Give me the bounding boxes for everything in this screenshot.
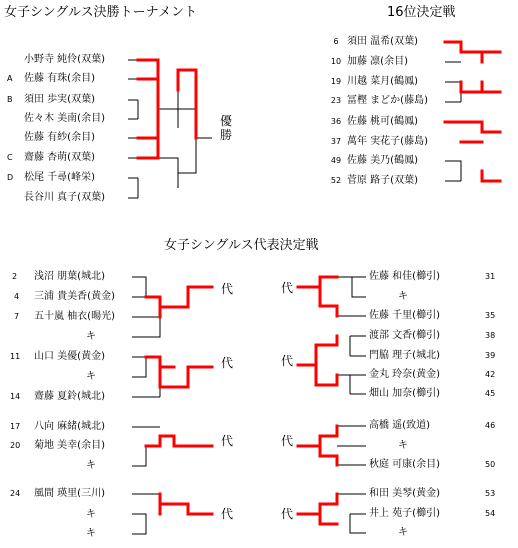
player-entry: 佐藤 桃可(鶴鳳) [347, 116, 418, 127]
player-entry: 菊地 美幸(余目) [34, 440, 105, 451]
player-entry: 加藤 凛(余目) [347, 56, 408, 67]
player-entry: 畑山 加奈(櫛引) [369, 388, 440, 399]
entry-number: 11 [10, 352, 21, 361]
entry-number: 38 [485, 331, 496, 340]
entry-number: 20 [10, 441, 21, 450]
entry-number: 14 [10, 392, 21, 401]
entry-number: 36 [330, 117, 342, 126]
entry-number: 19 [330, 77, 342, 86]
player-entry: 三浦 貴美香(黄金) [34, 291, 115, 302]
entry-number: 4 [14, 292, 20, 301]
seed-mark: A [7, 74, 13, 83]
red-lines [138, 42, 500, 524]
entry-number: 35 [485, 311, 496, 320]
bye-entry: キ [398, 440, 408, 451]
bye-entry: キ [398, 291, 408, 302]
player-entry: 須田 歩実(双葉) [24, 94, 95, 105]
entry-number: 46 [485, 421, 496, 430]
entry-number: 53 [485, 489, 496, 498]
black-lines [128, 57, 461, 534]
rep-label: 代 [281, 507, 294, 521]
rep-label: 代 [221, 434, 234, 448]
player-entry: 川越 菜月(鶴鳳) [347, 76, 418, 87]
player-entry: 風間 瑛里(三川) [34, 488, 105, 499]
player-entry: 金丸 玲奈(黄金) [369, 369, 440, 380]
player-entry: 小野寺 純伶(双葉) [24, 54, 105, 65]
entry-number: 54 [485, 509, 496, 518]
entry-number: 50 [485, 460, 496, 469]
entry-number: 6 [333, 37, 339, 46]
entry-number: 24 [10, 489, 21, 498]
player-entry: 菅原 路子(双葉) [347, 175, 418, 186]
player-entry: 山口 美優(黄金) [34, 351, 105, 362]
player-entry: 齋藤 夏鈴(城北) [34, 391, 105, 402]
entry-number: 37 [330, 137, 342, 146]
rep-title: 女子シングルス代表決定戦 [164, 238, 319, 253]
player-entry: 松尾 千尋(峰栄) [24, 172, 95, 183]
rep-label: 代 [281, 354, 294, 368]
player-entry: 八向 麻緒(城北) [34, 421, 105, 432]
player-entry: 佐藤 千里(櫛引) [369, 310, 440, 321]
entry-number: 23 [330, 96, 342, 105]
entry-number: 10 [330, 57, 342, 66]
seed-mark: C [7, 153, 13, 162]
player-entry: 秋庭 可康(余目) [369, 459, 440, 470]
entry-number: 17 [10, 422, 21, 431]
bye-entry: キ [86, 460, 96, 471]
bye-entry: キ [86, 528, 96, 539]
entry-number: 52 [330, 176, 342, 185]
rep-label: 代 [221, 282, 234, 296]
player-entry: 五十嵐 柚衣(暘光) [34, 311, 115, 322]
bye-entry: キ [398, 527, 408, 538]
player-entry: 門脇 理子(城北) [369, 350, 440, 361]
player-entry: 佐藤 美乃(鶴鳳) [347, 155, 418, 166]
entry-number: 31 [485, 272, 496, 281]
entry-number: 2 [12, 272, 18, 281]
entry-number: 39 [485, 351, 496, 360]
player-entry: 佐々木 美南(余目) [24, 113, 105, 124]
bye-entry: キ [86, 371, 96, 382]
player-entry: 渡部 文香(櫛引) [369, 330, 440, 341]
player-entry: 和田 美琴(黄金) [369, 488, 440, 499]
champion-label: 優勝 [220, 114, 233, 142]
player-entry: 齋藤 杏萌(双葉) [24, 152, 95, 163]
player-entry: 佐藤 有珠(余目) [24, 73, 95, 84]
player-entry: 佐藤 有紗(余目) [24, 132, 95, 143]
entry-number: 49 [330, 156, 342, 165]
player-entry: 長谷川 真子(双葉) [24, 192, 105, 203]
player-entry: 佐藤 和佳(櫛引) [369, 271, 440, 282]
bye-entry: キ [86, 509, 96, 520]
player-entry: 高橋 遥(致道) [369, 420, 430, 431]
rep-label: 代 [281, 434, 294, 448]
player-entry: 須田 温希(双葉) [347, 36, 418, 47]
rep-label: 代 [221, 507, 234, 521]
player-entry: 浅沼 朋葉(城北) [34, 271, 105, 282]
rep-label: 代 [221, 356, 234, 370]
playoff-title: 16位決定戦 [387, 5, 456, 20]
seed-mark: D [7, 173, 14, 182]
entry-number: 45 [485, 389, 496, 398]
player-entry: 萬年 実花子(藤島) [347, 136, 428, 147]
seed-mark: B [7, 95, 13, 104]
main-title: 女子シングルス決勝トーナメント [4, 5, 198, 20]
entry-number: 7 [14, 312, 20, 321]
player-entry: 冨樫 まどか(藤島) [347, 95, 428, 106]
entry-number: 42 [485, 370, 496, 379]
player-entry: 井上 苑子(櫛引) [369, 508, 440, 519]
rep-label: 代 [281, 281, 294, 295]
bye-entry: キ [86, 331, 96, 342]
